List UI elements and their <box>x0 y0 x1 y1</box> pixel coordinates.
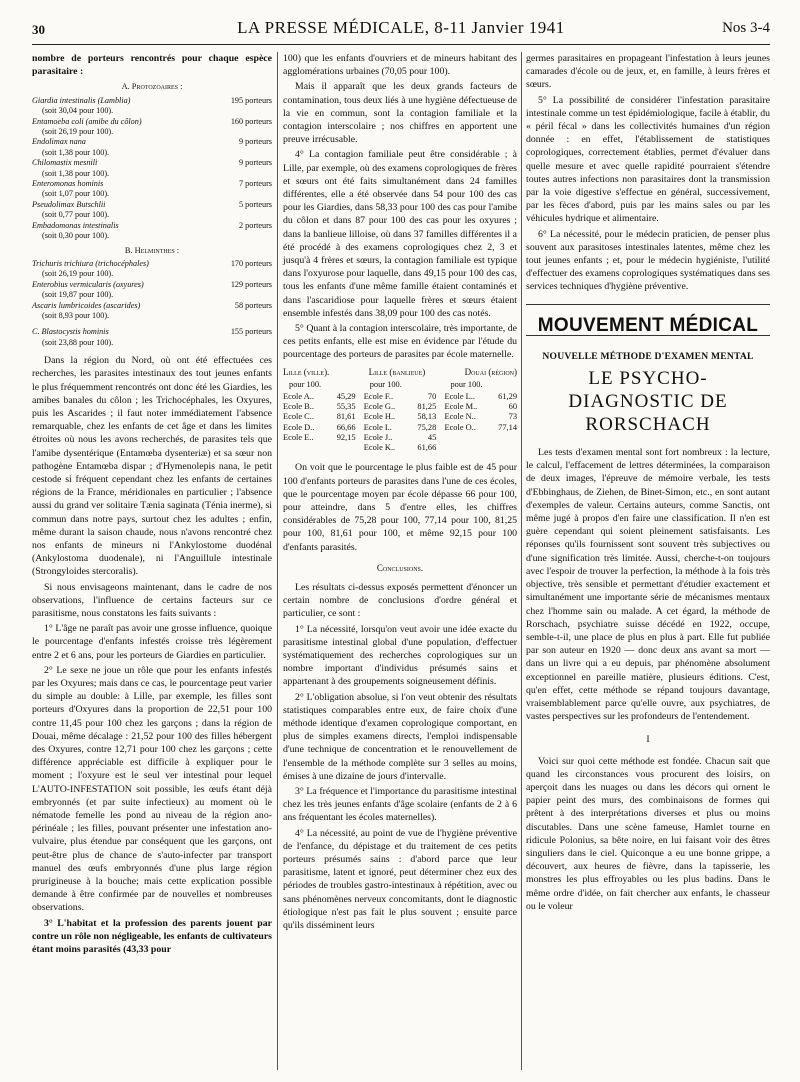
list-row <box>32 280 272 290</box>
school-percent: 92,15 <box>336 432 356 442</box>
section-number: I <box>646 734 650 746</box>
page-number: 30 <box>32 22 45 37</box>
paragraph: Si nous envisageons maintenant, dans le cadre de nos observations, l'influence de certains facteurs sur ce parasitisme, nous constatons les faits suivants : <box>32 581 272 620</box>
parasite-count: 9 porteurs <box>239 137 272 147</box>
school-percent: 70 <box>427 392 437 402</box>
conclusions-heading: Conclusions. <box>376 562 424 573</box>
school-name: Ecole H.. <box>363 412 396 422</box>
table-row <box>283 402 356 412</box>
school-name: Ecole B.. <box>283 402 314 412</box>
list-row <box>32 158 272 168</box>
column-1 <box>32 52 272 958</box>
column-divider <box>277 52 278 1070</box>
paragraph: Mais il apparaît que les deux grands facteurs de contamination, tous deux liés à une hygiène défectueuse de la vie en commun, sont la contagion familiale et la contagion interscolaire ; nos chiffres en apportent une preuve irrécusable. <box>283 81 517 146</box>
paragraph: Dans la région du Nord, où ont été effectuées ces recherches, les parasites intestinaux des tout jeunes enfants le plus fréquemment rencontrés ont donc été les Giardies, les amibes banales du côlon ; les Trichocéphales, les Oxyures, puis les Ascarides ; il faut noter immédiatement l'absence remarquable, chez les enfants de cet âge et dans les limites étroites où nous les avons recherchés, de parasites tels que l'amibe dysentérique (Entamœba dysenteriæ) et sa sœur non pathogène Entamœba dispar ; d'Hymenolepis nana, le petit cestode si fréquent cependant chez les enfants de certaines régions de la France, méridionales en particulier ; l'absence aussi du grand ver solitaire Tænia saginata (Ténia inerme), si commun dans notre pays, surtout chez les adultes ; enfin, même durant la saison chaude, nous n'avons rencontré chez nos enfants de mineurs ni l'Ankylostome duodénal (Ankylostoma duodenale), ni l'Anguillule intestinale (Strongyloides stercoralis). <box>32 355 272 578</box>
table-column-heading: Lille (ville). <box>283 366 330 377</box>
list-row <box>32 200 272 210</box>
school-percent: 55,35 <box>336 402 356 412</box>
list-row <box>32 117 272 127</box>
parasite-name: Embadomonas intestinalis <box>32 220 119 230</box>
school-percent: 73 <box>508 412 517 422</box>
parasite-percent: (soit 0,77 pour 100). <box>42 210 110 220</box>
paragraph: 6° La nécessité, pour le médecin praticien, de penser plus souvent aux parasitoses intestinales latentes, même chez les tout jeunes enfants ; et, pour le médecin hygiéniste, l'utilité d'effectuer des examens coprologiques systématiques dans ses services techniques d'hygiène préventive. <box>526 228 770 293</box>
school-percent: 60 <box>508 402 517 412</box>
table-column <box>444 380 517 453</box>
paragraph: 2° L'obligation absolue, si l'on veut obtenir des résultats statistiques comparables entre eux, de faire choix d'une méthode identique d'examen coprologique comportant, en plus de simples examens directs, l'emploi indispensable d'une technique de concentration et le renouvellement de l'ensemble de la méthode complète sur 3 selles au moins, émises à une dizaine de jours d'intervalle. <box>283 691 517 782</box>
parasite-name: Ascaris lumbricoides (ascarides) <box>32 300 141 310</box>
parasite-count: 7 porteurs <box>239 179 272 189</box>
parasite-percent: (soit 26,19 pour 100). <box>42 269 114 279</box>
paragraph: 2° Le sexe ne joue un rôle que pour les enfants infestés par les Oxyures; mais dans ce cas, le pourcentage peut varier du simple au double: à Lille, par exemple, les filles sont porteurs d'Oxyures dans la proportion de 22,51 pour 100 contre 11,45 pour 100 chez les garçons ; dans la région de Douai, même décalage : 21,52 pour 100 des filles hébergent des Oxyures, contre 12,71 pour 100 chez les garçons ; cette différence appréciable est difficile à expliquer pour le moment ; l'oxyure est le seul ver intestinal pour lequel L'AUTO-INFESTATION soit possible, les œufs étant déjà embryonnés (et par suite infectieux) au moment où le nématode femelle les pond au niveau de la région ano-périnéale ; les filles, pouvant présenter une infestation ano-vulvaire, plus étendue par conséquent que les garçons, ont peut-être plus de chance de s'auto-infecter par transport manuel des œufs embryonnés d'une plus large région prurigineuse à la bouche; mais cette explication possible demande à être confirmée par de nouvelles et nombreuses observations. <box>32 664 272 914</box>
table-unit: pour 100. <box>289 379 322 389</box>
list-row <box>32 179 272 189</box>
paragraph: 5° Quant à la contagion interscolaire, très importante, de ces petits enfants, elle est mise en évidence par l'étude du pourcentage des porteurs de parasites par école maternelle. <box>283 323 517 361</box>
school-name: Ecole F.. <box>363 392 394 402</box>
school-name: Ecole K.. <box>363 443 396 453</box>
column-divider <box>521 52 522 1070</box>
school-percent: 75,28 <box>417 422 437 432</box>
parasite-percent: (soit 26,19 pour 100). <box>42 127 114 137</box>
list-row <box>32 301 272 311</box>
parasite-percent: (soit 30,04 pour 100). <box>42 106 114 116</box>
list-item <box>32 327 272 348</box>
list-row <box>32 96 272 106</box>
school-percent: 77,14 <box>498 422 517 432</box>
list-item <box>32 137 272 158</box>
school-name: Ecole C.. <box>283 412 314 422</box>
parasite-percent: (soit 1,38 pour 100). <box>42 147 110 157</box>
school-percent: 58,13 <box>417 412 437 422</box>
parasite-count: 155 porteurs <box>230 327 272 337</box>
paragraph: Les tests d'examen mental sont fort nombreux : la lecture, le calcul, l'effacement de lettres déterminées, la comparaison de deux images, l'épreuve de mémoire verbale, les tests d'Ebbinghaus, de Ziehen, de Binet-Simon, etc., en sont autant d'exemples de valeur. Certains auteurs, comme Sanctis, ont même jugé à propos d'en faire une classification. Il n'en est guère cependant qui soient pleinement satisfaisants. Les réponses qu'ils fournissent sont souvent très subjectives ou d'une signification très limitée. Aussi, cherche-t-on toujours avec l'espoir de trouver la perfection, la méthode à la fois très objective, très sensible et permettant d'étudier exactement et simultanément une importante série de mécanismes mentaux chez l'homme sain ou malade. A cet égard, la méthode de Rorschach, psychiatre suisse décédé en 1922, occupe, semble-t-il, une place de plus en plus à part. Elle fut publiée par son auteur en 1920 — donc deux ans avant sa mort — dans un livre qui a eu depuis, par phénomène absolument exceptionnel en pareille matière, plusieurs éditions. C'est, qu'en effet, cette méthode se répand toujours davantage, vraisemblablement parce qu'elle ouvre, aux psychiatres, de vastes perspectives sur les profondeurs de l'entendement. <box>526 447 770 723</box>
paragraph: 4° La contagion familiale peut être considérable ; à Lille, par exemple, où des examens coprologiques de frères et sœurs ont été faits simultanément dans 24 familles différentes, elle a été observée dans 54 pour 100 des cas pour les Giardies, dans 58,33 pour 100 des cas pour l'amibe du côlon et dans 87 pour 100 des cas pour les oxyures ; dans la banlieue lilloise, où dans 37 familles différentes il a été procédé à des examens coprologiques chez 2, 3 et jusqu'à 4 frères et sœurs, la contagion familiale est typique dans l'oxyurose pour laquelle, dans 49,15 pour 100 des cas, tous les enfants d'une même famille étaient contaminés et dans l'ascaridiose pour laquelle frères et sœurs étaient ensemble infestés dans 38,09 pour 100 des cas notés. <box>283 149 517 319</box>
table-row <box>283 392 356 402</box>
parasite-percent: (soit 8,93 pour 100). <box>42 310 110 320</box>
parasite-count: 9 porteurs <box>239 158 272 168</box>
table-column-heading: Douai (région) <box>464 366 517 377</box>
paragraph: nombre de porteurs rencontrés pour chaque espèce parasitaire : <box>32 53 272 78</box>
school-name: Ecole O.. <box>444 422 476 432</box>
parasite-count: 160 porteurs <box>230 116 272 126</box>
paragraph: 1° La nécessité, lorsqu'on veut avoir une idée exacte du parasitisme intestinal global d'une population, d'effectuer systématiquement des recherches coprologiques sur un nombre important d'individus présumés sains et appartenant à des groupements soigneusement définis. <box>283 623 517 688</box>
table-row <box>364 402 437 412</box>
list-item <box>32 259 272 280</box>
school-percent: 45,29 <box>336 392 356 402</box>
paragraph: 3° La fréquence et l'importance du parasitisme intestinal chez les très jeunes enfants d'âge scolaire (enfants de 2 à 6 ans fréquentant les écoles maternelles). <box>283 785 517 824</box>
table-row <box>364 443 437 453</box>
table-row <box>364 433 437 443</box>
divider <box>526 304 770 305</box>
parasite-name: C. Blastocystis hominis <box>32 327 109 337</box>
parasite-name: Enterobius vermicularis (oxyures) <box>32 279 144 289</box>
paragraph: 100) que les enfants d'ouvriers et de mineurs habitant des agglomérations urbaines (70,05 pour 100). <box>283 53 517 78</box>
parasite-percent: (soit 1,38 pour 100). <box>42 168 110 178</box>
list-item <box>32 280 272 301</box>
school-percent: 81,25 <box>417 402 437 412</box>
parasite-count: 5 porteurs <box>239 199 272 209</box>
school-name: Ecole I.. <box>363 422 392 432</box>
parasite-percent: (soit 1,07 pour 100). <box>42 189 110 199</box>
table-body <box>283 380 517 453</box>
parasite-name: Pseudolimax Butschlii <box>32 199 106 209</box>
list-row <box>32 137 272 147</box>
table-row <box>444 423 517 433</box>
table-row <box>364 392 437 402</box>
protozoaires-list <box>32 96 272 242</box>
parasite-list <box>32 82 272 348</box>
journal-title: LA PRESSE MÉDICALE, 8-11 Janvier 1941 <box>237 18 565 37</box>
paragraph: 5° La possibilité de considérer l'infestation parasitaire intestinale comme un test épidémiologique, facile à établir, du « péril fécal » dans les collectivités humaines d'un région donnée : en effet, l'établissement de statistiques coprologiques, correctement établies, permet d'évaluer dans quelle mesure et avec quelle rapidité pourraient s'étendre toutes autres infections non parasitaires dont la transmission par la voie digestive s'effectue en général, successivement, par les fèces d'abord, puis par les mains sales ou par les véhicules hydrique et alimentaire. <box>526 94 770 225</box>
paragraph: 3° L'habitat et la profession des parents jouent par contre un rôle non négligeable, les enfants de cultivateurs étant moins parasités (43,33 pour <box>32 917 272 956</box>
table-row <box>283 412 356 422</box>
list-heading: A. Protozoaires : <box>121 82 183 92</box>
section-title: MOUVEMENT MÉDICAL <box>537 314 759 336</box>
parasite-name: Chilomastix mesnili <box>32 158 98 168</box>
table-header <box>283 367 517 377</box>
paragraph: Voici sur quoi cette méthode est fondée. Chacun sait que quand les circonstances vous procurent des loisirs, on aperçoit dans les nuages ou dans les décors qui ornent le papier peint des murs, des combinaisons de formes qui prêtent à des interprétations diverses et plus ou moins discutables. Dans une scène fameuse, Hamlet tourne en ridicule Polonius, sa bête noire, en lui faisant voir des êtres singuliers dans le ciel. Quiconque a eu une bonne grippe, a découvert, aux heures de fièvre, dans la tapisserie, les monstres les plus effroyables ou les plus badins. Dans le même ordre d'idée, on fait chercher aux enfants, le chasseur ou le voleur <box>526 755 770 912</box>
table-column <box>364 380 437 453</box>
column-2 <box>283 52 517 934</box>
table-row <box>444 392 517 402</box>
page-header <box>32 18 770 45</box>
school-name: Ecole G.. <box>363 402 396 412</box>
parasite-count: 58 porteurs <box>234 300 272 310</box>
list-item <box>32 200 272 221</box>
list-item <box>32 221 272 242</box>
school-percent: 81,61 <box>336 412 356 422</box>
paragraph: 4° La nécessité, au point de vue de l'hygiène préventive de l'enfance, du dépistage et du traitement de ces petits porteurs présumés sains : d'abord parce que leur parasitisme, latent et ignoré, peut déterminer chez eux des périodes de troubles gastro-intestinaux à répétition, avec ou sans phénomènes nerveux concomitants, dont le diagnostic étiologique n'est pas fait le plus souvent ; ensuite parce qu'ils disséminent leurs <box>283 827 517 931</box>
school-name: Ecole A.. <box>283 392 314 402</box>
parasite-count: 2 porteurs <box>239 220 272 230</box>
table-unit: pour 100. <box>369 379 402 389</box>
parasite-name: Entamoeba coli (amibe du côlon) <box>32 116 142 126</box>
paragraph: On voit que le pourcentage le plus faible est de 45 pour 100 d'enfants porteurs de parasites dans l'une de ces écoles, que le pourcentage moyen par école dépasse 66 pour 100, pour atteindre, dans 5 d'entre elles, les chiffres considérables de 75,28 pour 100, 77,14 pour 100, 81,25 pour 100, 81,61 pour 100, et même 92,15 pour 100 d'enfants parasités. <box>283 462 517 553</box>
paragraph: Les résultats ci-dessus exposés permettent d'énoncer un certain nombre de conclusions d'ordre général et particulier, ce sont : <box>283 581 517 620</box>
school-percent: 45 <box>427 432 437 442</box>
list-item <box>32 117 272 138</box>
table-row <box>444 402 517 412</box>
table-column <box>283 380 356 453</box>
list-item <box>32 301 272 322</box>
school-name: Ecole E.. <box>283 432 314 442</box>
paragraph: 1° L'âge ne paraît pas avoir une grosse influence, quoique le pourcentage d'enfants infestés croisse très légèrement entre 2 et 6 ans, pour les porteurs de Giardies en particulier. <box>32 623 272 661</box>
parasite-percent: (soit 23,88 pour 100). <box>42 337 114 347</box>
parasite-name: Endolimax nana <box>32 137 86 147</box>
paragraph: germes parasitaires en propageant l'infestation à leurs jeunes camarades d'école ou de jeux, et, en famille, à leurs frères et sœurs. <box>526 53 770 91</box>
table-row <box>283 423 356 433</box>
parasite-percent: (soit 19,87 pour 100). <box>42 290 114 300</box>
table-row <box>444 412 517 422</box>
table-row <box>283 433 356 443</box>
school-name: Ecole M.. <box>444 402 478 412</box>
table-row <box>364 412 437 422</box>
parasite-count: 129 porteurs <box>230 279 272 289</box>
parasite-percent: (soit 0,30 pour 100). <box>42 231 110 241</box>
helminthes-list <box>32 259 272 321</box>
school-name: Ecole L.. <box>444 392 475 402</box>
list-row <box>32 259 272 269</box>
list-item <box>32 179 272 200</box>
issue-number: Nos 3-4 <box>722 20 770 36</box>
school-name: Ecole J.. <box>363 432 393 442</box>
school-name: Ecole N.. <box>444 412 476 422</box>
table-unit: pour 100. <box>450 379 483 389</box>
parasite-name: Enteromonas hominis <box>32 179 104 189</box>
parasite-count: 170 porteurs <box>230 258 272 268</box>
table-row <box>364 423 437 433</box>
list-item <box>32 96 272 117</box>
school-percent: 66,66 <box>336 422 356 432</box>
article-subtitle: NOUVELLE MÉTHODE D'EXAMEN MENTAL <box>542 350 754 362</box>
school-percent: 61,29 <box>498 392 517 402</box>
list-heading: B. Helminthes : <box>124 245 180 255</box>
school-percent: 61,66 <box>417 443 437 453</box>
article-headline: LE PSYCHO-DIAGNOSTIC DE RORSCHACH <box>568 368 728 436</box>
school-table <box>283 367 517 454</box>
school-name: Ecole D.. <box>283 422 315 432</box>
table-column-heading: Lille (banlieue) <box>368 366 426 377</box>
parasite-count: 195 porteurs <box>230 95 272 105</box>
parasite-name: Trichuris trichiura (trichocéphales) <box>32 258 149 268</box>
list-row <box>32 221 272 231</box>
parasite-name: Giardia intestinalis (Lamblia) <box>32 95 131 105</box>
list-item <box>32 158 272 179</box>
column-3 <box>526 52 770 915</box>
